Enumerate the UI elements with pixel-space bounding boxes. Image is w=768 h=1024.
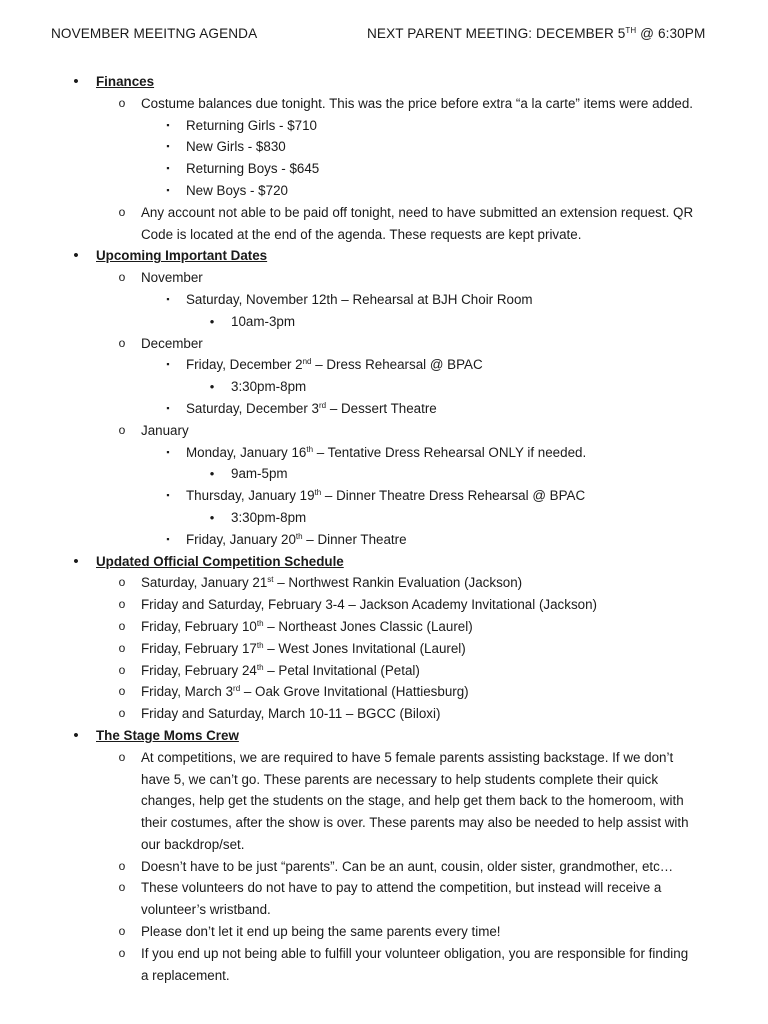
price-returning-girls: Returning Girls - $710 [186, 117, 317, 133]
bullet-circle: o [118, 618, 126, 633]
event-item [0, 485, 768, 507]
bullet-circle: o [118, 575, 126, 590]
dates-heading: Upcoming Important Dates [96, 248, 268, 264]
competition-item [0, 572, 768, 594]
list-item [0, 921, 768, 943]
event-item [0, 289, 768, 311]
competition-text [141, 681, 469, 703]
bullet-disc: • [209, 313, 215, 329]
next-meeting-suffix: @ 6:30PM [636, 26, 706, 41]
competition-text [141, 638, 466, 660]
bullet-square: ▪ [166, 293, 170, 304]
bullet-disc: • [73, 73, 79, 90]
event-text: Thursday, January 19 [186, 488, 315, 504]
event-text: – Dessert Theatre [326, 400, 437, 416]
event-jan-16 [186, 442, 586, 464]
paragraph-line: At competitions, we are required to have 5 female parents assisting backstage. If we don’t [141, 749, 674, 765]
bullet-circle: o [118, 270, 126, 285]
list-item [0, 747, 768, 769]
paragraph-line: a replacement. [141, 967, 230, 983]
paragraph-line: our backdrop/set. [141, 836, 245, 852]
ordinal-sup: st [267, 575, 274, 585]
competition-item [0, 660, 768, 682]
competition-date: Friday, February 17 [141, 640, 257, 656]
price-new-boys: New Boys - $720 [186, 182, 288, 198]
bullet-circle: o [118, 95, 126, 110]
month-january: January [141, 422, 189, 438]
competition-date: Friday, February 10 [141, 618, 257, 634]
bullet-disc: • [73, 726, 79, 744]
time-item [0, 311, 768, 333]
bullet-square: ▪ [166, 359, 170, 370]
event-dec-3 [186, 398, 437, 420]
price-new-girls: New Girls - $830 [186, 139, 286, 155]
time-jan-16: 9am-5pm [231, 466, 288, 482]
stage-moms-heading: The Stage Moms Crew [96, 727, 239, 743]
bullet-circle: o [118, 880, 126, 895]
bullet-circle: o [118, 597, 126, 612]
bullet-disc: • [209, 509, 215, 525]
ordinal-sup: th [256, 662, 264, 672]
time-nov-12: 10am-3pm [231, 313, 296, 329]
competition-text: Friday and Saturday, March 10-11 – BGCC (Biloxi) [141, 706, 441, 722]
paragraph-line: Doesn’t have to be just “parents”. Can be an aunt, cousin, older sister, grandmother, etc… [141, 858, 674, 874]
list-item [0, 943, 768, 965]
ordinal-sup: nd [302, 357, 312, 367]
competition-name: – Northeast Jones Classic (Laurel) [263, 618, 473, 634]
bullet-circle: o [118, 858, 126, 873]
event-text: Friday, December 2 [186, 357, 303, 373]
next-meeting-sup: TH [625, 26, 637, 35]
month-november: November [141, 270, 203, 286]
month-item [0, 333, 768, 355]
list-item-continuation [0, 899, 768, 921]
competition-text [141, 660, 420, 682]
event-text: Monday, January 16 [186, 444, 307, 460]
section-finances [0, 71, 768, 93]
ordinal-sup: th [256, 618, 264, 628]
bullet-circle: o [118, 662, 126, 677]
competition-text [141, 572, 522, 594]
ordinal-sup: th [314, 488, 322, 498]
list-item-continuation [0, 834, 768, 856]
list-item-continuation [0, 769, 768, 791]
bullet-square: ▪ [166, 184, 170, 195]
ordinal-sup: th [295, 531, 303, 541]
bullet-circle: o [118, 422, 126, 437]
month-item [0, 267, 768, 289]
costume-note: Costume balances due tonight. This was the price before extra “a la carte” items were added. [141, 95, 694, 111]
event-jan-19 [186, 485, 585, 507]
list-item-continuation [0, 965, 768, 987]
bullet-disc: • [209, 466, 215, 482]
bullet-circle: o [118, 706, 126, 721]
bullet-square: ▪ [166, 446, 170, 457]
event-text: – Dress Rehearsal @ BPAC [311, 357, 483, 373]
ordinal-sup: rd [233, 684, 241, 694]
competition-item [0, 703, 768, 725]
paragraph-line: have 5, we can’t go. These parents are necessary to help students complete their quick [141, 771, 659, 787]
bullet-circle: o [118, 204, 126, 219]
agenda-content [0, 71, 768, 986]
event-text: – Dinner Theatre Dress Rehearsal @ BPAC [321, 488, 586, 504]
paragraph-line: These volunteers do not have to pay to attend the competition, but instead will receive a [141, 880, 662, 896]
competition-date: Friday, March 3 [141, 684, 234, 700]
competition-text [141, 616, 473, 638]
event-item [0, 442, 768, 464]
month-item [0, 420, 768, 442]
list-item-continuation [0, 224, 768, 246]
extension-note: Any account not able to be paid off tonight, need to have submitted an extension request. QR [141, 204, 694, 220]
competition-item [0, 681, 768, 703]
bullet-circle: o [118, 640, 126, 655]
paragraph-line: volunteer’s wristband. [141, 902, 271, 918]
event-text: Friday, January 20 [186, 531, 296, 547]
paragraph-line: changes, help get the students on the stage, and help get them back to the homeroom, with [141, 793, 684, 809]
ordinal-sup: th [306, 444, 314, 454]
price-item [0, 158, 768, 180]
bullet-circle: o [118, 684, 126, 699]
bullet-square: ▪ [166, 533, 170, 544]
bullet-square: ▪ [166, 163, 170, 174]
next-meeting-prefix: NEXT PARENT MEETING: DECEMBER 5 [367, 26, 626, 41]
section-dates [0, 245, 768, 267]
event-item [0, 354, 768, 376]
event-dec-2 [186, 354, 483, 376]
competition-name: – Oak Grove Invitational (Hattiesburg) [240, 684, 469, 700]
competition-date: Friday, February 24 [141, 662, 257, 678]
list-item [0, 202, 768, 224]
paragraph-line: their costumes, after the show is over. These parents may also be needed to help assist with [141, 815, 689, 831]
section-stage-moms [0, 725, 768, 747]
competitions-heading: Updated Official Competition Schedule [96, 553, 344, 569]
bullet-circle: o [118, 749, 126, 764]
finances-heading: Finances [96, 74, 155, 89]
ordinal-sup: th [256, 640, 264, 650]
bullet-circle: o [118, 924, 126, 939]
event-text: – Dinner Theatre [302, 531, 407, 547]
event-item [0, 398, 768, 420]
price-returning-boys: Returning Boys - $645 [186, 161, 320, 177]
list-item [0, 856, 768, 878]
competition-name: – Petal Invitational (Petal) [263, 662, 420, 678]
list-item [0, 877, 768, 899]
time-item [0, 463, 768, 485]
agenda-title: NOVEMBER MEEITNG AGENDA [51, 26, 258, 41]
bullet-disc: • [73, 247, 79, 265]
competition-name: – West Jones Invitational (Laurel) [263, 640, 466, 656]
bullet-circle: o [118, 335, 126, 350]
event-item [0, 529, 768, 551]
paragraph-line: Please don’t let it end up being the same parents every time! [141, 924, 501, 940]
event-text: Saturday, December 3 [186, 400, 319, 416]
competition-date: Saturday, January 21 [141, 575, 268, 591]
bullet-disc: • [209, 379, 215, 395]
extension-note-cont: Code is located at the end of the agenda. These requests are kept private. [141, 226, 582, 242]
bullet-disc: • [73, 552, 79, 570]
bullet-circle: o [118, 945, 126, 960]
month-december: December [141, 335, 203, 351]
bullet-square: ▪ [166, 490, 170, 501]
bullet-square: ▪ [166, 141, 170, 152]
ordinal-sup: rd [318, 400, 327, 410]
event-text: – Tentative Dress Rehearsal ONLY if needed. [313, 444, 587, 460]
competition-item [0, 594, 768, 616]
paragraph-line: If you end up not being able to fulfill your volunteer obligation, you are responsible for finding [141, 945, 689, 961]
bullet-square: ▪ [166, 402, 170, 413]
price-item [0, 136, 768, 158]
next-meeting-notice [367, 26, 705, 41]
time-item [0, 507, 768, 529]
competition-item [0, 616, 768, 638]
price-item [0, 180, 768, 202]
time-item [0, 376, 768, 398]
competition-item [0, 638, 768, 660]
competition-name: – Northwest Rankin Evaluation (Jackson) [273, 575, 523, 591]
list-item-continuation [0, 790, 768, 812]
competition-text: Friday and Saturday, February 3-4 – Jackson Academy Invitational (Jackson) [141, 597, 597, 613]
event-nov-12: Saturday, November 12th – Rehearsal at BJH Choir Room [186, 291, 533, 307]
list-item-continuation [0, 812, 768, 834]
section-competitions [0, 551, 768, 573]
price-item [0, 115, 768, 137]
event-jan-20 [186, 529, 407, 551]
list-item [0, 93, 768, 115]
time-dec-2: 3:30pm-8pm [231, 379, 307, 395]
bullet-square: ▪ [166, 119, 170, 130]
time-jan-19: 3:30pm-8pm [231, 509, 307, 525]
